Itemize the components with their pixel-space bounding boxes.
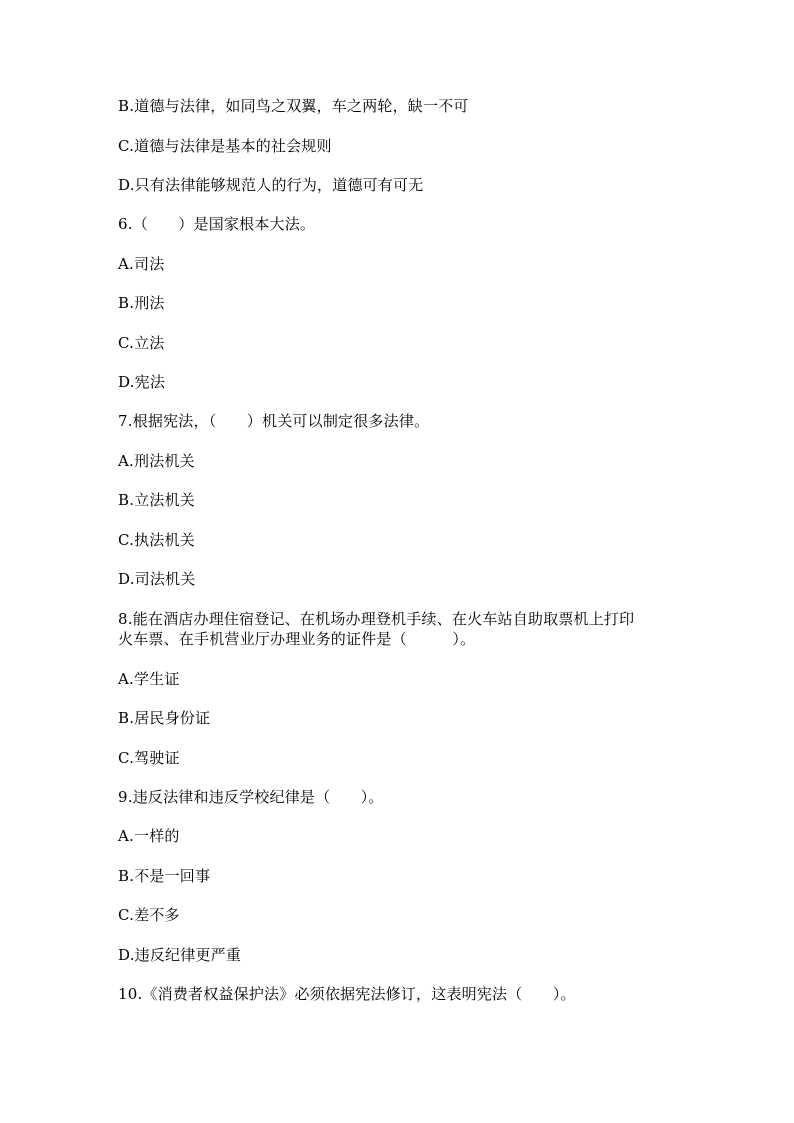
q5-option-d: D.只有法律能够规范人的行为，道德可有可无 [118,176,424,194]
q7-option-d: D.司法机关 [118,570,196,588]
q6-option-b: B.刑法 [118,294,165,312]
question-8-line-2: 火车票、在手机营业厅办理业务的证件是（ ）。 [118,630,476,648]
q9-option-c: C.差不多 [118,906,180,924]
q8-option-c: C.驾驶证 [118,749,180,767]
question-10: 10.《消费者权益保护法》必须依据宪法修订，这表明宪法（ ）。 [118,985,576,1003]
question-6: 6.（ ）是国家根本大法。 [118,215,316,233]
q5-option-c: C.道德与法律是基本的社会规则 [118,137,332,155]
q6-option-d: D.宪法 [118,373,166,391]
q8-option-b: B.居民身份证 [118,709,211,727]
q6-option-a: A.司法 [118,255,165,273]
q9-option-a: A.一样的 [118,827,180,845]
q7-option-c: C.执法机关 [118,531,195,549]
q9-option-b: B.不是一回事 [118,867,211,885]
q5-option-b: B.道德与法律，如同鸟之双翼，车之两轮，缺一不可 [118,97,469,115]
q6-option-c: C.立法 [118,334,165,352]
question-8-line-1: 8.能在酒店办理住宿登记、在机场办理登机手续、在火车站自助取票机上打印 [118,610,635,628]
question-9: 9.违反法律和违反学校纪律是（ ）。 [118,788,384,806]
q7-option-a: A.刑法机关 [118,452,195,470]
q8-option-a: A.学生证 [118,670,180,688]
q9-option-d: D.违反纪律更严重 [118,946,242,964]
q7-option-b: B.立法机关 [118,491,195,509]
question-7: 7.根据宪法，（ ）机关可以制定很多法律。 [118,412,430,430]
